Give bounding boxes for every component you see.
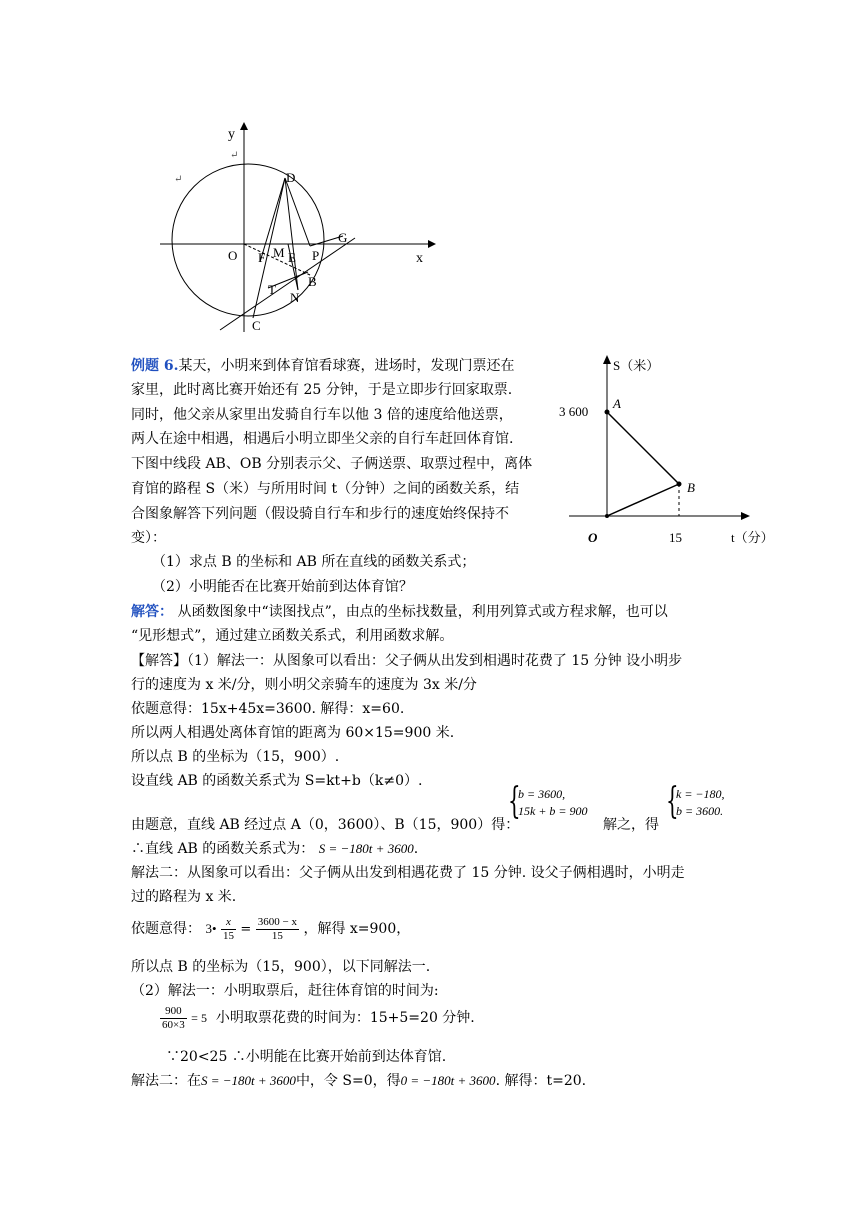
- m2-pre: 解法二：在: [131, 1073, 201, 1089]
- m2-expr-2: 0 = −180t + 3600: [400, 1073, 496, 1088]
- method2-final-line: [131, 1072, 586, 1090]
- label-c: C: [252, 318, 261, 333]
- solve-word: 解之，得: [603, 817, 659, 833]
- s-axis-label: S（米）: [613, 358, 660, 373]
- time-line: [160, 1003, 475, 1033]
- mark-y: ↵: [230, 150, 239, 161]
- label-t: T: [268, 282, 276, 297]
- system-2-line-2: b = 3600.: [676, 804, 724, 818]
- problem-lead: 例题 6.: [131, 358, 179, 374]
- answer-intro-line1: [131, 603, 668, 621]
- point-o: [605, 514, 609, 518]
- circle: [172, 164, 324, 316]
- through-line: 由题意，直线 AB 经过点 A（0，3600）、B（15，900）得：: [131, 817, 520, 833]
- method2-line-2: 过的路程为 x 米.: [131, 889, 237, 905]
- solution-label: 【解答】: [131, 653, 187, 669]
- time-text: 小明取票花费的时间为：15+5=20 分钟.: [215, 1010, 475, 1026]
- point-a: [605, 410, 610, 415]
- solution-1-text: （1）解法一：从图象可以看出：父子俩从出发到相遇时花费了 15 分钟 设小明步: [187, 653, 683, 669]
- method2-eqsign: =: [240, 922, 252, 937]
- method2-equation-line: [131, 915, 410, 944]
- equation-system-1: [508, 781, 604, 826]
- t-tick-15: 15: [669, 530, 682, 545]
- label-o: O: [228, 248, 238, 263]
- fraction-2-num: 3600 − x: [257, 915, 297, 928]
- t-axis-arrow: [741, 512, 750, 520]
- m2-post: . 解得：t=20.: [495, 1073, 587, 1089]
- method2-eq-pre: 依题意得：: [131, 921, 201, 937]
- problem-line-0: [131, 357, 515, 375]
- problem-line-3: 两人在途中相遇，相遇后小明立即坐父亲的自行车赶回体育馆.: [131, 431, 514, 447]
- label-origin: O: [588, 530, 598, 545]
- fraction-900-over-60x3: [160, 1005, 187, 1032]
- method2-line-1: 解法二：从图象可以看出：父子俩从出发到相遇花费了 15 分钟. 设父子俩相遇时，小明走: [131, 865, 685, 881]
- equation-system-2: [666, 781, 736, 826]
- label-b: B: [687, 480, 695, 495]
- fraction-3600-minus-x: [256, 916, 299, 943]
- function-pre: ∴直线 AB 的函数关系式为：: [131, 841, 315, 857]
- fraction-1-den: 15: [222, 929, 234, 942]
- label-d: D: [286, 170, 296, 185]
- fraction-x-over-15: [221, 916, 236, 943]
- solution-line-1: [131, 652, 682, 670]
- label-a: A: [613, 396, 621, 411]
- label-y: y: [228, 127, 235, 142]
- solution-line-2: 行的速度为 x 米/分，则小明父亲骑车的速度为 3x 米/分: [131, 677, 477, 693]
- label-n: N: [290, 290, 300, 305]
- segment-ob: [607, 484, 679, 516]
- function-post: .: [413, 841, 419, 857]
- time-frac-num: 900: [160, 1005, 187, 1019]
- y-axis-arrow: [240, 122, 248, 130]
- system-1-line-1: b = 3600,: [518, 787, 566, 801]
- fraction-1-num: x: [221, 916, 236, 930]
- label-b: B: [308, 274, 317, 289]
- time-frac-den: 60×3: [162, 1018, 185, 1031]
- method2-conclusion: 所以点 B 的坐标为（15，900），以下同解法一.: [131, 959, 431, 975]
- fraction-2-den: 15: [271, 929, 283, 942]
- system-2-line-1: k = −180,: [676, 787, 725, 801]
- distance-time-graph: [555, 350, 800, 550]
- point-b: [677, 482, 682, 487]
- problem-line-6: 合图象解答下列问题（假设骑自行车和步行的速度始终保持不: [131, 506, 509, 522]
- m2-mid: 中，令 S=0，得: [295, 1073, 401, 1089]
- answer-head: 解答：: [131, 604, 173, 620]
- problem-line-4: 下图中线段 AB、OB 分别表示父、子俩送票、取票过程中，离体: [131, 456, 533, 472]
- question-2-method-1: （2）解法一：小明取票后，赶往体育馆的时间为:: [131, 983, 439, 999]
- system-1-line-2: 15k + b = 900: [518, 804, 588, 818]
- answer-intro-1: 从函数图象中“读图找点”，由点的坐标找数量，利用列算式或方程求解，也可以: [177, 604, 668, 620]
- method2-coef: 3•: [205, 921, 217, 936]
- s-axis-arrow: [603, 355, 611, 364]
- problem-line-2: 同时，他父亲从家里出发骑自行车以他 3 倍的速度给他送票，: [131, 407, 513, 423]
- m2-expr-1: S = −180t + 3600: [201, 1073, 296, 1088]
- t-axis-label: t（分）: [731, 530, 774, 545]
- label-m: M: [273, 245, 285, 260]
- problem-line-5: 育馆的路程 S（米）与所用时间 t（分钟）之间的函数关系，结: [131, 481, 520, 497]
- brace-2: {: [666, 781, 679, 822]
- segment-ab: [607, 412, 679, 484]
- label-g: G: [338, 230, 348, 245]
- question-1: （1）求点 B 的坐标和 AB 所在直线的函数关系式；: [152, 554, 476, 570]
- label-x: x: [416, 251, 423, 266]
- because-line: ∵20<25 ∴小明能在比赛开始前到达体育馆.: [166, 1049, 447, 1065]
- time-eq: = 5: [191, 1011, 207, 1025]
- equation-line: 依题意得：15x+45x=3600. 解得：x=60.: [131, 701, 405, 717]
- x-axis-arrow: [428, 240, 436, 248]
- method2-eq-post: ，解得 x=900，: [303, 921, 411, 937]
- problem-line-1: 家里，此时离比赛开始还有 25 分钟，于是立即步行回家取票.: [131, 382, 513, 398]
- mark-left: ↵: [174, 174, 183, 185]
- label-e: E: [288, 250, 296, 265]
- set-function-line: 设直线 AB 的函数关系式为 S=kt+b（k≠0）.: [131, 773, 423, 789]
- brace-1: {: [508, 781, 521, 822]
- s-tick-3600: 3 600: [559, 404, 589, 419]
- circle-figure: [160, 120, 440, 335]
- problem-line-7: 变）：: [131, 530, 166, 546]
- distance-line: 所以两人相遇处离体育馆的距离为 60×15=900 米.: [131, 725, 455, 741]
- function-expression: S = −180t + 3600: [318, 841, 414, 856]
- label-p: P: [312, 248, 320, 263]
- function-line: [131, 840, 418, 858]
- label-f: F: [258, 250, 266, 265]
- coord-b-line: 所以点 B 的坐标为（15，900）.: [131, 749, 340, 765]
- problem-text-0: 某天，小明来到体育馆看球赛，进场时，发现门票还在: [178, 358, 515, 374]
- question-2: （2）小明能否在比赛开始前到达体育馆？: [152, 579, 413, 595]
- answer-intro-line2: “见形想式”，通过建立函数关系式，利用函数求解。: [131, 628, 454, 644]
